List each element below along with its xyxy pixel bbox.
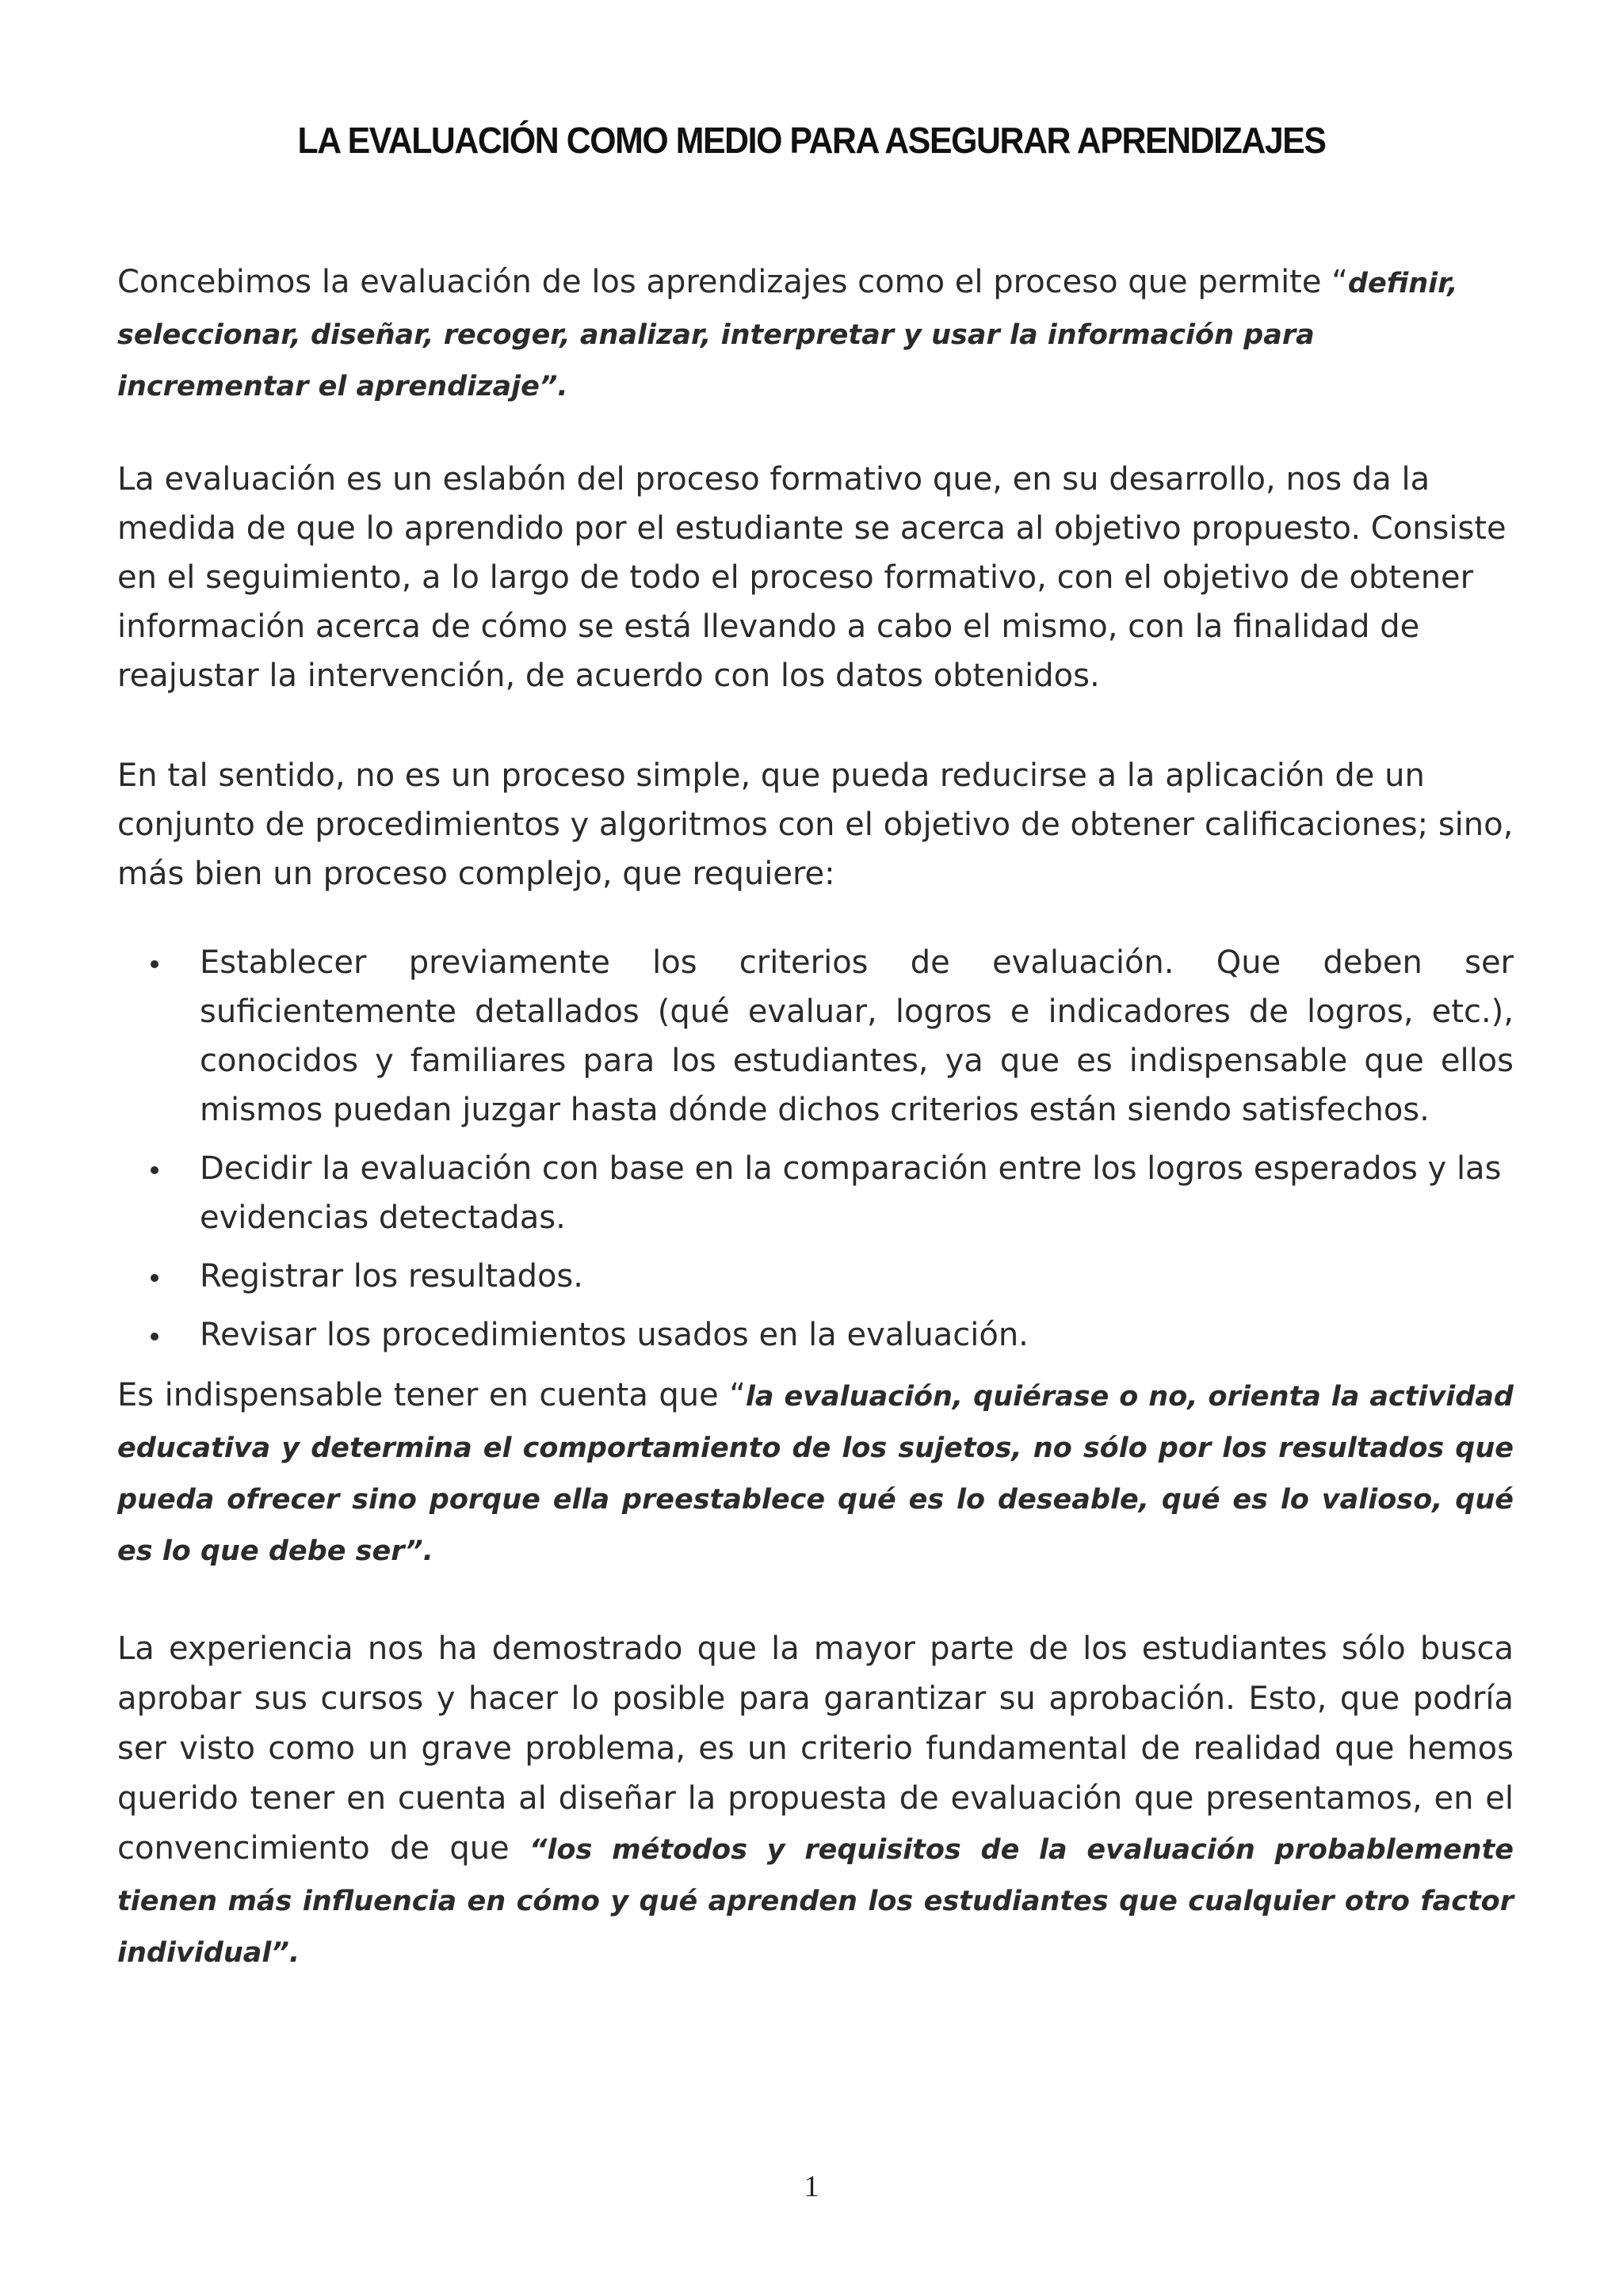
bullet-icon (151, 1333, 158, 1341)
bullet-icon (151, 1166, 158, 1174)
paragraph-complex-process: En tal sentido, no es un proceso simple, que pueda reducirse a la aplicación de un conjunto de procedimientos y algoritmos con el objetivo de obtener calificaciones; sino, más bien un proceso complejo, que requiere: (117, 757, 1514, 892)
list-item (117, 938, 1514, 1135)
paragraph-indispensable-text: Es indispensable tener en cuenta que “ (117, 1377, 746, 1413)
paragraph-indispensable (117, 1371, 1514, 1577)
list-item (117, 1252, 1514, 1301)
document-title: LA EVALUACIÓN COMO MEDIO PARA ASEGURAR APRENDIZAJES (297, 120, 1326, 161)
paragraph-experience (117, 1624, 1514, 1978)
list-item-text: Registrar los resultados. (200, 1258, 583, 1295)
requirements-list (117, 938, 1514, 1369)
list-item-text: Establecer previamente los criterios de evaluación. Que deben ser suficientemente detallados (qué evaluar, logros e indicadores de logros, etc.), conocidos y familiares para los estudiantes, ya que es indispensable que ellos mismos puedan juzgar hasta dónde dichos criterios están siendo satisfechos. (200, 944, 1514, 1128)
list-item-text: Decidir la evaluación con base en la comparación entre los logros esperados y las evidencias detectadas. (200, 1150, 1502, 1236)
list-item (117, 1144, 1514, 1242)
bullet-icon (151, 960, 158, 968)
list-item-text: Revisar los procedimientos usados en la evaluación. (200, 1317, 1029, 1353)
paragraph-experience-text: La experiencia nos ha demostrado que la mayor parte de los estudiantes sólo busca aprobar sus cursos y hacer lo posible para garantizar su aprobación. Esto, que podría ser visto como un grave problema, es un criterio fundamental de realidad que hemos querido tener en cuenta al diseñar la propuesta de evaluación que presentamos, en el convencimiento de que (117, 1630, 1514, 1867)
paragraph-definition (117, 257, 1514, 412)
list-item (117, 1310, 1514, 1360)
page-number: 1 (804, 2170, 819, 2203)
paragraph-definition-quote: definir, seleccionar, diseñar, recoger, analizar, interpretar y usar la información para incrementar el aprendizaje”. (117, 268, 1458, 402)
bullet-icon (151, 1274, 158, 1282)
paragraph-definition-text: Concebimos la evaluación de los aprendizajes como el proceso que permite “ (117, 264, 1348, 300)
paragraph-evaluation-link: La evaluación es un eslabón del proceso formativo que, en su desarrollo, nos da la medida de que lo aprendido por el estudiante se acerca al objetivo propuesto. Consiste en el seguimiento, a lo largo de todo el proceso formativo, con el objetivo de obtener información acerca de cómo se está llevando a cabo el mismo, con la finalidad de reajustar la intervención, de acuerdo con los datos obtenidos. (117, 461, 1507, 694)
paragraph-indispensable-quote: la evaluación, quiérase o no, orienta la actividad educativa y determina el comportamiento de los sujetos, no sólo por los resultados que pueda ofrecer sino porque ella preestablece qué es lo deseable, qué es lo valioso, qué es lo que debe ser”. (117, 1381, 1514, 1567)
paragraph-experience-quote: “los métodos y requisitos de la evaluación probablemente tienen más influencia en cómo y qué aprenden los estudiantes que cualquier otro factor individual”. (117, 1834, 1514, 1969)
